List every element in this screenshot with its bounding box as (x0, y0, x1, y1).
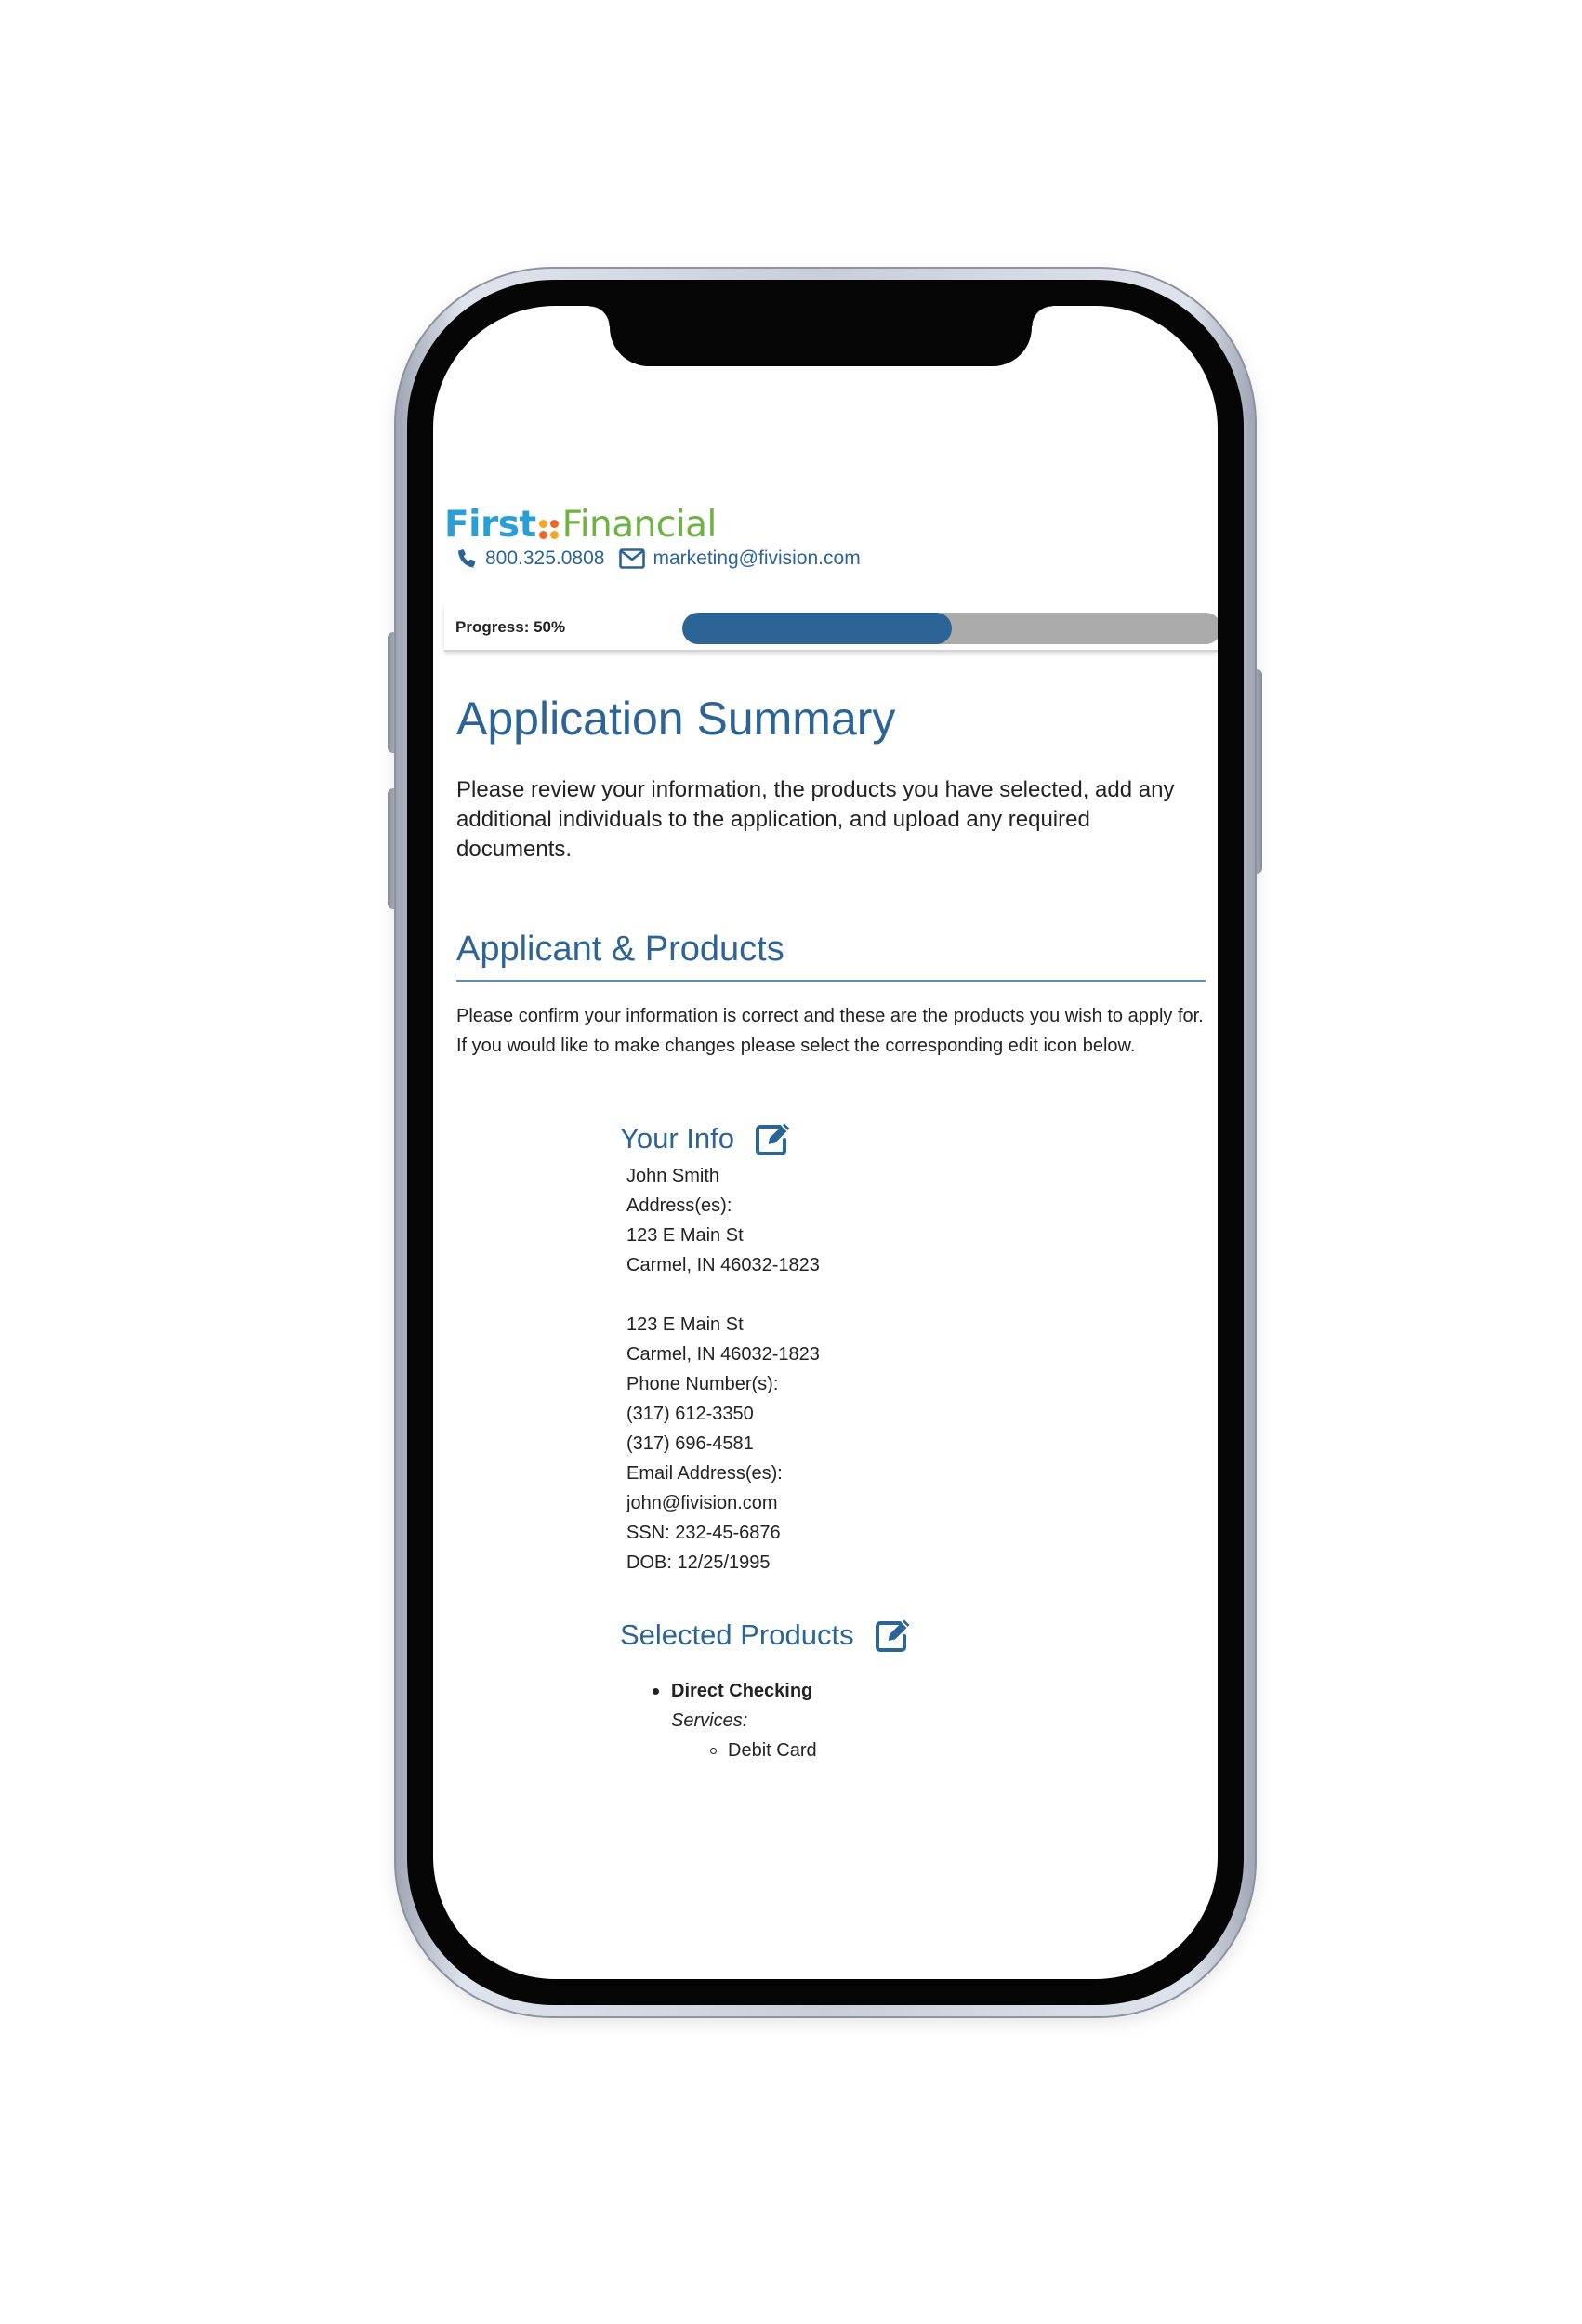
product-name: Direct Checking (671, 1681, 813, 1701)
selected-products-header (620, 1618, 912, 1652)
info-line: (317) 612-3350 (626, 1404, 754, 1424)
info-line: DOB: 12/25/1995 (626, 1552, 771, 1573)
page-title: Application Summary (456, 693, 896, 745)
section-divider (456, 980, 1206, 982)
service-item: Debit Card (728, 1740, 817, 1761)
phone-icon (454, 547, 478, 571)
logo-dots-icon (539, 520, 559, 539)
bullet-icon (653, 1688, 659, 1695)
phone-notch (610, 296, 1032, 366)
logo-word-first: First (444, 504, 536, 546)
circle-bullet-icon (710, 1748, 717, 1754)
your-info-header (620, 1122, 792, 1155)
contact-info (454, 547, 861, 571)
progress-track (682, 613, 1218, 644)
info-line: John Smith (626, 1166, 720, 1186)
brand-logo[interactable] (444, 505, 717, 546)
info-line: 123 E Main St (626, 1314, 744, 1335)
section-description: Please confirm your information is correct and these are the products you wish to apply for. If you would like to make changes please select the corresponding edit icon below. (456, 1006, 1204, 1056)
info-line: (317) 696-4581 (626, 1433, 754, 1454)
info-line: 123 E Main St (626, 1225, 744, 1246)
info-line: Phone Number(s): (626, 1374, 779, 1394)
blank-line (626, 1280, 820, 1310)
phone-link[interactable]: 800.325.0808 (485, 548, 605, 569)
edit-icon[interactable] (875, 1618, 912, 1652)
edit-icon[interactable] (755, 1122, 792, 1155)
services-label: Services: (671, 1710, 748, 1731)
info-line: Email Address(es): (626, 1463, 783, 1484)
phone-screen (433, 306, 1218, 1979)
progress-bar (444, 601, 1218, 652)
envelope-icon (619, 548, 645, 569)
info-line: Address(es): (626, 1195, 732, 1216)
your-info-title: Your Info (620, 1122, 734, 1155)
your-info-details (626, 1161, 820, 1578)
info-line: SSN: 232-45-6876 (626, 1523, 781, 1543)
info-line: Carmel, IN 46032-1823 (626, 1344, 820, 1365)
email-link[interactable]: marketing@fivision.com (653, 548, 861, 569)
progress-label: Progress: 50% (455, 618, 566, 636)
logo-word-financial: Financial (561, 504, 717, 546)
progress-fill (682, 613, 952, 644)
info-line: john@fivision.com (626, 1493, 778, 1513)
section-title: Applicant & Products (456, 930, 784, 969)
info-line: Carmel, IN 46032-1823 (626, 1255, 820, 1275)
intro-text: Please review your information, the products you have selected, add any additional individuals to the application, and upload any required documents. (456, 777, 1175, 862)
selected-products-title: Selected Products (620, 1618, 854, 1651)
